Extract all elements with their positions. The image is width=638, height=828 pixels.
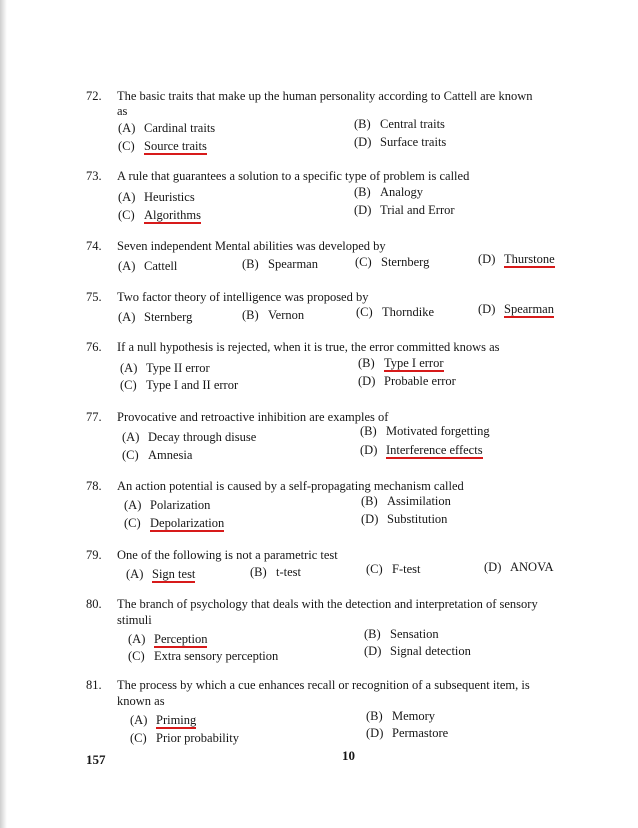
question-text: Provocative and retroactive inhibition are examples of [117, 410, 389, 424]
option-text: Type I error [384, 356, 444, 370]
option-label: (C) [122, 448, 139, 462]
option-text: Interference effects [386, 443, 483, 457]
option-d[interactable] [361, 512, 447, 527]
option-text: Amnesia [148, 448, 193, 462]
option-label: (A) [126, 567, 144, 581]
option-a-correct[interactable] [126, 567, 195, 582]
option-label: (C) [118, 139, 135, 153]
question-80-cont [86, 613, 596, 628]
option-label: (A) [120, 361, 138, 375]
question-72-cont [86, 104, 596, 119]
option-text: Type II error [146, 361, 210, 375]
option-c-correct[interactable] [118, 139, 207, 154]
option-text: ANOVA [510, 560, 554, 574]
option-d-correct[interactable] [478, 252, 555, 267]
question-text-continued: stimuli [117, 613, 152, 627]
option-d[interactable] [364, 644, 471, 659]
option-c[interactable] [356, 305, 434, 320]
option-label: (B) [361, 494, 378, 508]
option-text: Trial and Error [380, 203, 455, 217]
option-d[interactable] [484, 560, 554, 575]
option-d[interactable] [358, 374, 456, 389]
option-text: Algorithms [144, 208, 201, 222]
option-c[interactable] [120, 378, 238, 393]
option-label: (D) [361, 512, 379, 526]
option-d[interactable] [354, 203, 455, 218]
option-text: Sensation [390, 627, 439, 641]
option-text: Type I and II error [146, 378, 239, 392]
option-b[interactable] [360, 424, 490, 439]
option-text: Sternberg [144, 310, 193, 324]
option-text: Priming [156, 713, 197, 727]
option-a[interactable] [124, 498, 210, 513]
option-label: (A) [118, 310, 136, 324]
option-text: Sign test [152, 567, 196, 581]
question-text: Two factor theory of intelligence was proposed by [117, 290, 369, 304]
option-label: (B) [354, 185, 371, 199]
option-text: Probable error [384, 374, 456, 388]
option-text: Decay through disuse [148, 430, 257, 444]
option-text: Permastore [392, 726, 449, 740]
option-label: (B) [366, 709, 383, 723]
option-label: (C) [124, 516, 141, 530]
option-label: (C) [120, 378, 137, 392]
option-text: Prior probability [156, 731, 239, 745]
option-label: (D) [354, 135, 372, 149]
option-label: (A) [118, 190, 136, 204]
option-text: Sternberg [381, 255, 430, 269]
option-label: (C) [130, 731, 147, 745]
question-number: 77. [86, 410, 102, 424]
option-label: (D) [366, 726, 384, 740]
option-a[interactable] [118, 259, 177, 274]
question-number: 79. [86, 548, 102, 562]
option-text: Assimilation [387, 494, 451, 508]
question-text: An action potential is caused by a self-propagating mechanism called [117, 479, 464, 493]
option-label: (C) [356, 305, 373, 319]
question-text: If a null hypothesis is rejected, when it is true, the error committed knows as [117, 340, 500, 354]
page-number: 10 [342, 748, 355, 763]
option-c[interactable] [122, 448, 192, 463]
option-b[interactable] [354, 117, 445, 132]
option-label: (A) [118, 259, 136, 273]
question-text: The process by which a cue enhances recall or recognition of a subsequent item, is [117, 678, 530, 692]
question-number: 74. [86, 239, 102, 253]
scan-edge-shadow [0, 0, 7, 828]
option-text: Signal detection [390, 644, 471, 658]
question-81-cont [86, 694, 596, 709]
question-number: 80. [86, 597, 102, 611]
option-a[interactable] [118, 121, 215, 136]
option-c-correct[interactable] [118, 208, 201, 223]
option-label: (B) [354, 117, 371, 131]
option-text: Spearman [504, 302, 554, 316]
question-text: The branch of psychology that deals with the detection and interpretation of sensory [117, 597, 538, 611]
question-text: One of the following is not a parametric test [117, 548, 338, 562]
question-number: 72. [86, 89, 102, 103]
option-label: (D) [484, 560, 502, 574]
option-text: Memory [392, 709, 436, 723]
option-text: Vernon [268, 308, 305, 322]
option-label: (D) [354, 203, 372, 217]
option-label: (A) [128, 632, 146, 646]
option-text: Surface traits [380, 135, 447, 149]
option-a[interactable] [118, 310, 192, 325]
option-label: (B) [242, 308, 259, 322]
option-b[interactable] [364, 627, 439, 642]
option-label: (D) [478, 302, 496, 316]
option-a-correct[interactable] [128, 632, 207, 647]
question-text-continued: as [117, 104, 128, 118]
option-label: (D) [364, 644, 382, 658]
option-text: Central traits [380, 117, 445, 131]
option-label: (B) [242, 257, 259, 271]
option-label: (A) [122, 430, 140, 444]
option-c[interactable] [355, 255, 429, 270]
option-b[interactable] [361, 494, 451, 509]
option-text: Perception [154, 632, 208, 646]
option-text: t-test [276, 565, 301, 579]
question-number: 78. [86, 479, 102, 493]
option-b[interactable] [242, 308, 304, 323]
option-b[interactable] [250, 565, 301, 580]
option-c-correct[interactable] [124, 516, 224, 531]
booklet-code: 157 [86, 752, 106, 767]
option-text: Cardinal traits [144, 121, 216, 135]
option-b-correct[interactable] [358, 356, 444, 371]
option-label: (B) [364, 627, 381, 641]
option-c[interactable] [130, 731, 239, 746]
option-d[interactable] [354, 135, 446, 150]
option-text: Cattell [144, 259, 178, 273]
option-b[interactable] [354, 185, 423, 200]
question-number: 81. [86, 678, 102, 692]
option-label: (C) [118, 208, 135, 222]
option-text: Heuristics [144, 190, 195, 204]
option-label: (A) [130, 713, 148, 727]
option-text: Analogy [380, 185, 424, 199]
option-d-correct[interactable] [478, 302, 554, 317]
option-text: Spearman [268, 257, 318, 271]
question-number: 73. [86, 169, 102, 183]
question-text: Seven independent Mental abilities was developed by [117, 239, 386, 253]
option-text: Extra sensory perception [154, 649, 279, 663]
option-label: (A) [124, 498, 142, 512]
option-text: Motivated forgetting [386, 424, 490, 438]
option-label: (A) [118, 121, 136, 135]
option-c[interactable] [366, 562, 420, 577]
option-text: Thurstone [504, 252, 555, 266]
option-a[interactable] [120, 361, 210, 376]
option-d-correct[interactable] [360, 443, 483, 458]
option-a-correct[interactable] [130, 713, 196, 728]
question-number: 75. [86, 290, 102, 304]
option-text: F-test [392, 562, 421, 576]
option-text: Substitution [387, 512, 448, 526]
option-a[interactable] [122, 430, 256, 445]
option-label: (C) [128, 649, 145, 663]
option-label: (D) [360, 443, 378, 457]
option-text: Depolarization [150, 516, 225, 530]
option-label: (B) [250, 565, 267, 579]
option-c[interactable] [128, 649, 278, 664]
question-number: 76. [86, 340, 102, 354]
option-text: Source traits [144, 139, 207, 153]
option-text: Thorndike [382, 305, 435, 319]
option-a[interactable] [118, 190, 195, 205]
option-d[interactable] [366, 726, 448, 741]
question-text: The basic traits that make up the human personality according to Cattell are known [117, 89, 533, 103]
option-b[interactable] [366, 709, 435, 724]
option-label: (C) [366, 562, 383, 576]
option-label: (B) [358, 356, 375, 370]
option-label: (B) [360, 424, 377, 438]
option-b[interactable] [242, 257, 318, 272]
question-text-continued: known as [117, 694, 165, 708]
option-label: (D) [478, 252, 496, 266]
question-text: A rule that guarantees a solution to a specific type of problem is called [117, 169, 470, 183]
option-label: (C) [355, 255, 372, 269]
option-label: (D) [358, 374, 376, 388]
option-text: Polarization [150, 498, 211, 512]
